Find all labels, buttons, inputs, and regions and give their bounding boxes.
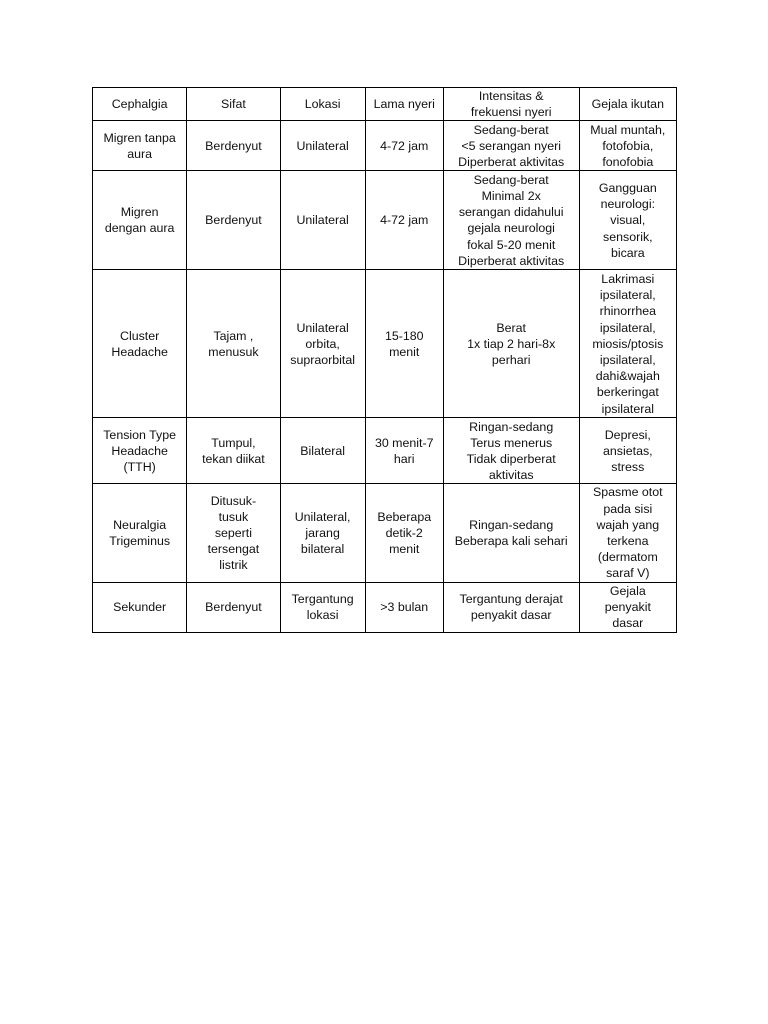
table-cell: Ditusuk- tusuk seperti tersengat listrik	[187, 484, 280, 582]
table-cell: Tension Type Headache (TTH)	[93, 418, 187, 484]
table-cell: 4-72 jam	[365, 121, 443, 171]
table-cell: Tumpul, tekan diikat	[187, 418, 280, 484]
table-cell: Tergantung derajat penyakit dasar	[443, 582, 579, 632]
table-cell: Spasme otot pada sisi wajah yang terkena (dermatom saraf V)	[579, 484, 676, 582]
header-cell-gejala-ikutan: Gejala ikutan	[579, 88, 676, 121]
table-cell: Tajam , menusuk	[187, 270, 280, 418]
table-row	[93, 270, 677, 418]
table-cell: Unilateral	[280, 171, 365, 270]
table-cell: Sedang-berat <5 serangan nyeri Diperberat aktivitas	[443, 121, 579, 171]
header-cell-intensitas: Intensitas & frekuensi nyeri	[443, 88, 579, 121]
table-row	[93, 121, 677, 171]
table-cell: 4-72 jam	[365, 171, 443, 270]
table-cell: Berdenyut	[187, 171, 280, 270]
table-cell: Cluster Headache	[93, 270, 187, 418]
table-cell: Ringan-sedang Terus menerus Tidak diperberat aktivitas	[443, 418, 579, 484]
header-cell-cephalgia: Cephalgia	[93, 88, 187, 121]
table-cell: Beberapa detik-2 menit	[365, 484, 443, 582]
table-cell: Sekunder	[93, 582, 187, 632]
table-cell: Lakrimasi ipsilateral, rhinorrhea ipsilateral, miosis/ptosis ipsilateral, dahi&wajah berkeringat ipsilateral	[579, 270, 676, 418]
table-cell: Berdenyut	[187, 582, 280, 632]
table-cell: Berat 1x tiap 2 hari-8x perhari	[443, 270, 579, 418]
table-cell: Tergantung lokasi	[280, 582, 365, 632]
table-cell: Mual muntah, fotofobia, fonofobia	[579, 121, 676, 171]
header-cell-lokasi: Lokasi	[280, 88, 365, 121]
table-cell: 15-180 menit	[365, 270, 443, 418]
table-cell: Bilateral	[280, 418, 365, 484]
table-cell: Unilateral, jarang bilateral	[280, 484, 365, 582]
table-row	[93, 484, 677, 582]
table-row	[93, 171, 677, 270]
table-cell: Unilateral orbita, supraorbital	[280, 270, 365, 418]
table-row	[93, 582, 677, 632]
table-cell: Migren dengan aura	[93, 171, 187, 270]
table-cell: Unilateral	[280, 121, 365, 171]
table-cell: Neuralgia Trigeminus	[93, 484, 187, 582]
table-cell: >3 bulan	[365, 582, 443, 632]
table-cell: Depresi, ansietas, stress	[579, 418, 676, 484]
table-row	[93, 418, 677, 484]
table-cell: Sedang-berat Minimal 2x serangan didahului gejala neurologi fokal 5-20 menit Diperberat aktivitas	[443, 171, 579, 270]
table-cell: Gejala penyakit dasar	[579, 582, 676, 632]
table-cell: Ringan-sedang Beberapa kali sehari	[443, 484, 579, 582]
table-cell: 30 menit-7 hari	[365, 418, 443, 484]
table-cell: Berdenyut	[187, 121, 280, 171]
header-cell-lama-nyeri: Lama nyeri	[365, 88, 443, 121]
header-cell-sifat: Sifat	[187, 88, 280, 121]
cephalgia-table	[92, 87, 677, 633]
table-cell: Gangguan neurologi: visual, sensorik, bicara	[579, 171, 676, 270]
table-header-row	[93, 88, 677, 121]
table-cell: Migren tanpa aura	[93, 121, 187, 171]
